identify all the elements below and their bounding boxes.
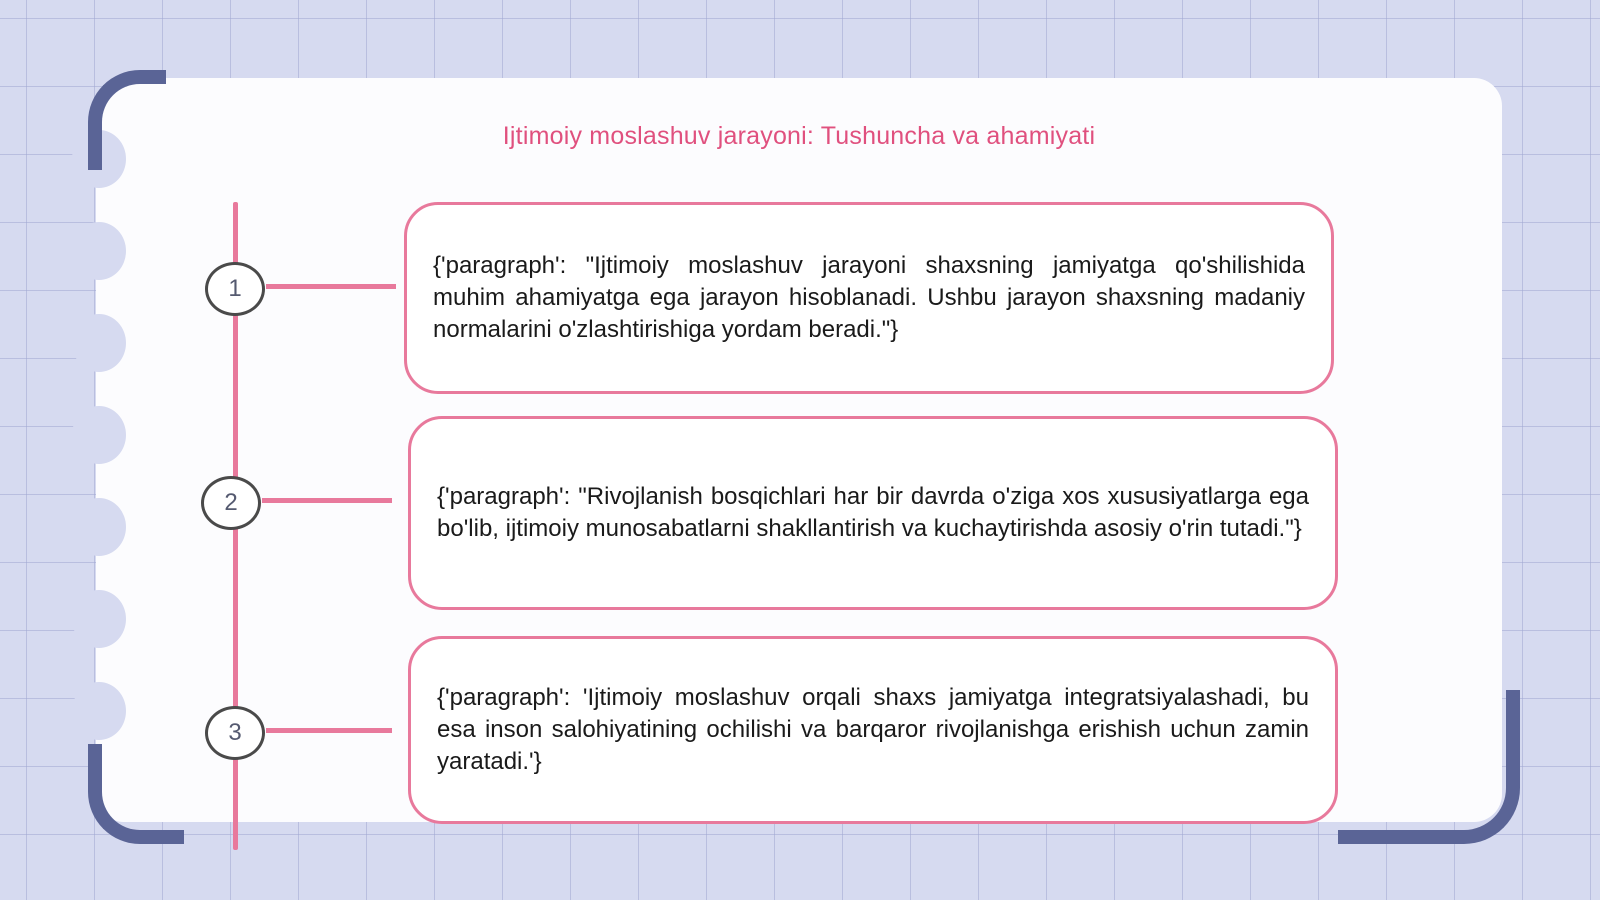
step-number-2: 2	[201, 476, 261, 530]
step-text-2: {'paragraph': "Rivojlanish bosqichlari har bir davrda o'ziga xos xususiyatlarga ega bo'lib, ijtimoiy munosabatlarni shakllantirish va kuchaytirishda asosiy o'rin tutadi."}	[437, 483, 1309, 542]
step-box-1	[404, 202, 1334, 394]
slide-title: Ijtimoiy moslashuv jarayoni: Tushuncha va ahamiyati	[502, 122, 1096, 150]
connector-2	[262, 498, 392, 503]
connector-3	[266, 728, 392, 733]
corner-bracket-top-left	[88, 70, 166, 170]
notebook-scallop-edge	[72, 130, 132, 770]
step-box-3	[408, 636, 1338, 824]
corner-bracket-bottom-left	[88, 744, 184, 844]
step-number-3: 3	[205, 706, 265, 760]
corner-bracket-bottom-right	[1338, 690, 1520, 844]
connector-1	[266, 284, 396, 289]
step-text-1: {'paragraph': "Ijtimoiy moslashuv jarayoni shaxsning jamiyatga qo'shilishida muhim ahamiyatga ega jarayon hisoblanadi. Ushbu jarayon shaxsning madaniy normalarini o'zlashtirishiga yordam beradi."}	[433, 252, 1305, 343]
step-number-1: 1	[205, 262, 265, 316]
step-text-3: {'paragraph': 'Ijtimoiy moslashuv orqali shaxs jamiyatga integratsiyalashadi, bu esa inson salohiyatining ochilishi va barqaror rivojlanishga erishish uchun zamin yaratadi.'}	[437, 684, 1309, 775]
step-box-2	[408, 416, 1338, 610]
